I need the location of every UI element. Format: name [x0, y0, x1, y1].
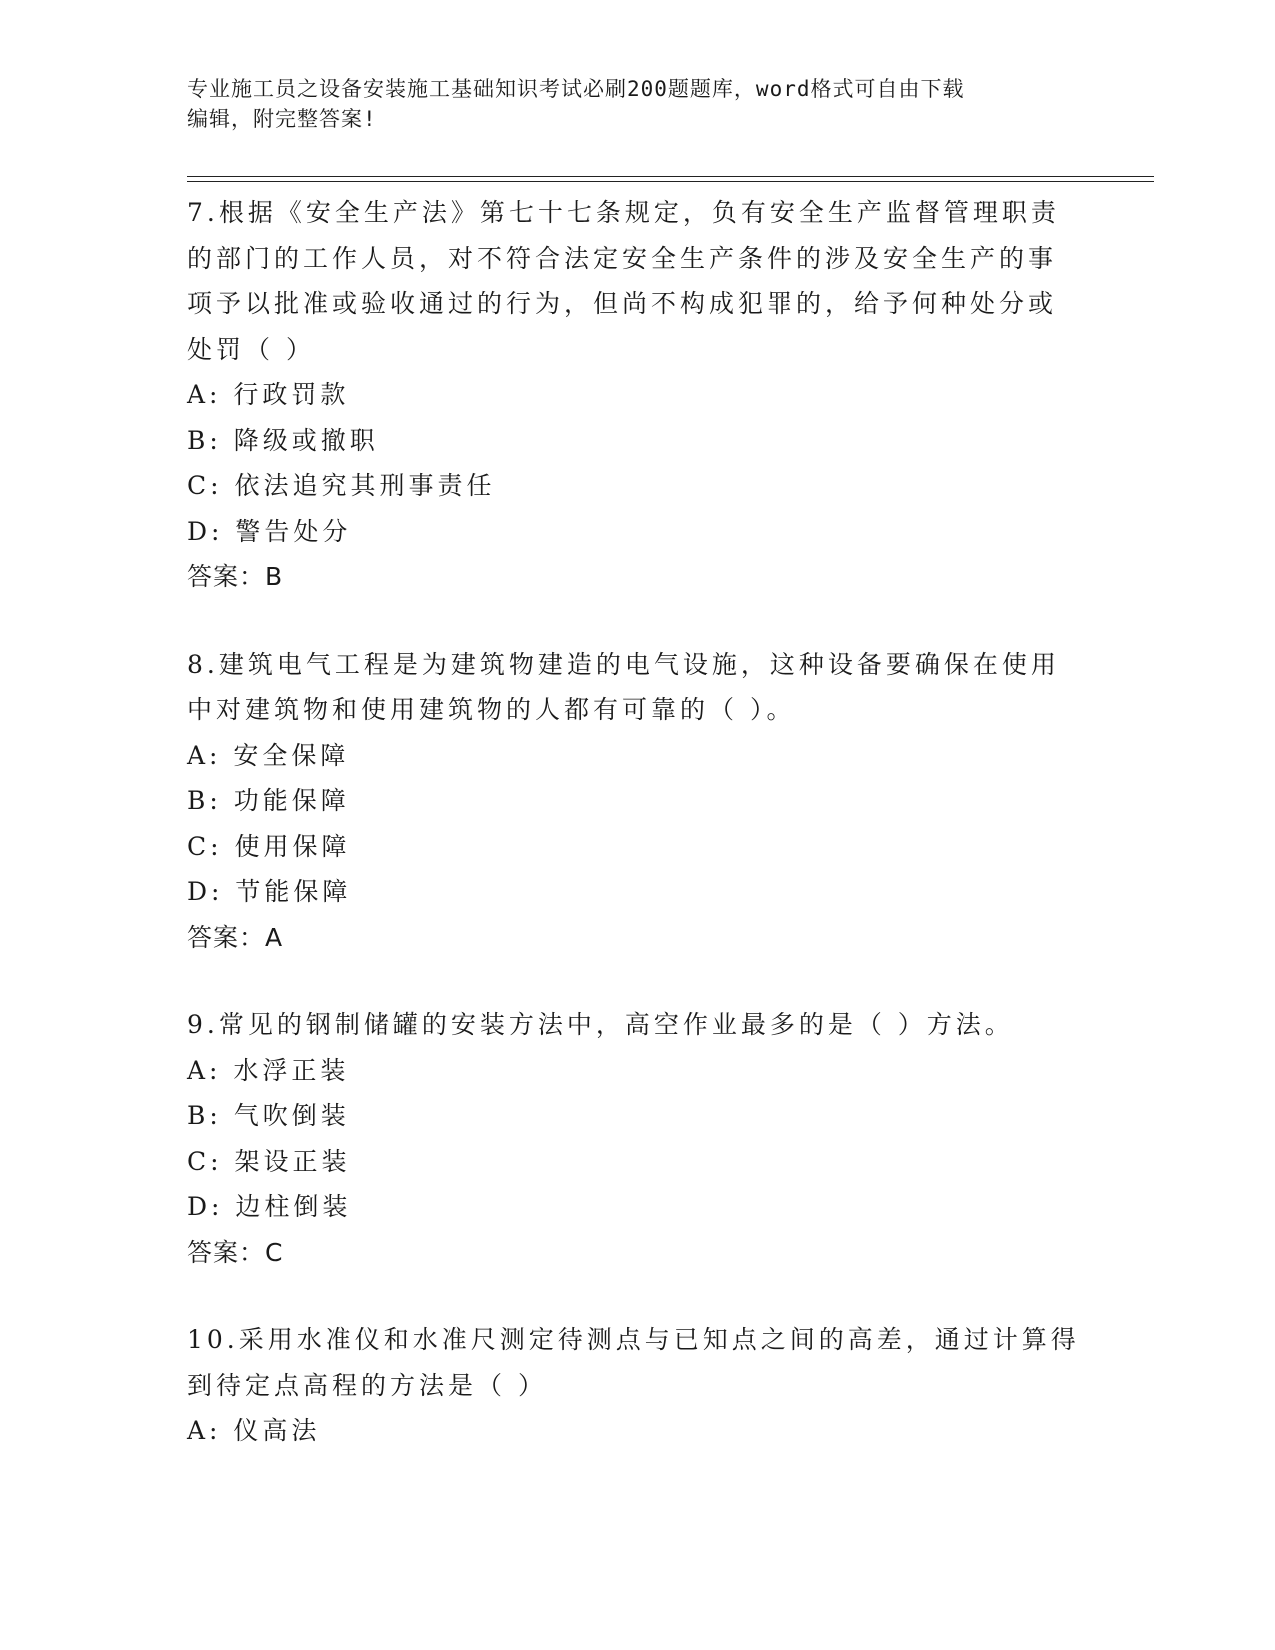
question-text-line: 10.采用水准仪和水准尺测定待测点与已知点之间的高差，通过计算得 [187, 1325, 1080, 1354]
question-text-line: 9.常见的钢制储罐的安装方法中，高空作业最多的是（ ）方法。 [187, 1010, 1014, 1039]
option-c: C: 使用保障 [187, 831, 351, 861]
header-rule-top [187, 176, 1154, 177]
option-b: B: 气吹倒装 [187, 1101, 350, 1130]
question-text-line: 8.建筑电气工程是为建筑物建造的电气设施，这种设备要确保在使用 [187, 649, 1060, 679]
answer-line: 答案：A [187, 922, 284, 952]
document-header [187, 74, 1067, 134]
question-text-line: 7.根据《安全生产法》第七十七条规定，负有安全生产监督管理职责 [187, 198, 1060, 227]
option-b: B: 降级或撤职 [187, 425, 379, 455]
question-text-line: 处罚（ ） [187, 334, 315, 364]
option-a: A: 仪高法 [187, 1416, 321, 1445]
header-line-1: 专业施工员之设备安装施工基础知识考试必刷200题题库，word格式可自由下载 [187, 77, 965, 101]
option-b: B: 功能保障 [187, 786, 350, 815]
question-list [187, 190, 1087, 1496]
option-a: A: 行政罚款 [187, 380, 350, 409]
option-d: D: 节能保障 [187, 877, 352, 906]
option-c: C: 架设正装 [187, 1146, 351, 1176]
option-a: A: 安全保障 [187, 740, 350, 770]
answer-line: 答案：C [187, 1237, 284, 1267]
question-text-line: 中对建筑物和使用建筑物的人都有可靠的（ ）。 [187, 695, 796, 724]
question-9 [187, 1002, 1087, 1275]
question-text-line: 的部门的工作人员，对不符合法定安全生产条件的涉及安全生产的事 [187, 243, 1058, 273]
question-text-line: 项予以批准或验收通过的行为，但尚不构成犯罪的，给予何种处分或 [187, 289, 1058, 318]
option-d: D: 警告处分 [187, 516, 352, 546]
header-line-2: 编辑，附完整答案! [187, 107, 377, 131]
question-text-line: 到待定点高程的方法是（ ） [187, 1370, 547, 1400]
option-a: A: 水浮正装 [187, 1055, 350, 1085]
question-7 [187, 190, 1087, 600]
answer-line: 答案：B [187, 562, 284, 591]
question-8 [187, 642, 1087, 961]
question-10 [187, 1317, 1087, 1454]
option-d: D: 边柱倒装 [187, 1192, 352, 1221]
option-c: C: 依法追究其刑事责任 [187, 471, 496, 500]
header-rule-bottom [187, 181, 1154, 182]
